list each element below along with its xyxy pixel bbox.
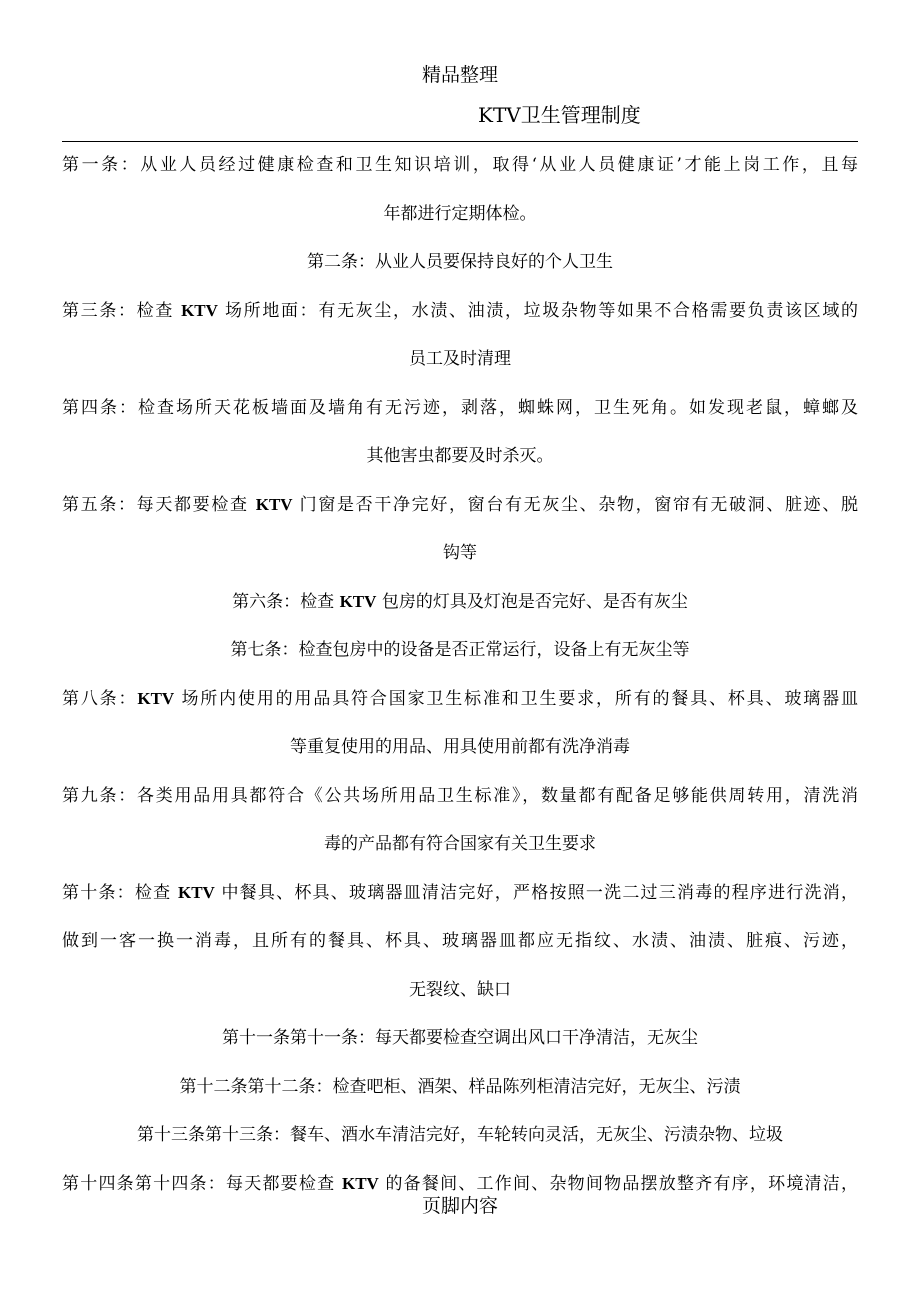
header-divider [62, 141, 858, 142]
line-text: 第三条：检查 [62, 300, 182, 321]
line-text: 第十四条第十四条：每天都要检查 [62, 1173, 342, 1194]
bold-term: KTV [177, 882, 215, 902]
header-label: 精品整理 [421, 64, 498, 86]
bold-term: KTV [255, 494, 293, 514]
line-text: 毒的产品都有符合国家有关卫生要求 [324, 834, 596, 854]
bold-term: KTV [137, 688, 175, 708]
line-text: 的备餐间、工作间、杂物间物品摆放整齐有序，环境清洁， [378, 1173, 858, 1194]
line-text: 第八条： [62, 688, 138, 709]
line-text: 第十二条第十二条：检查吧柜、酒架、样品陈列柜清洁完好，无灰尘、污渍 [179, 1076, 741, 1097]
article-line [62, 877, 858, 926]
article-line [62, 828, 858, 877]
article-line [62, 586, 858, 635]
article-line [62, 246, 858, 295]
document-body [62, 149, 858, 1216]
article-line [62, 683, 858, 732]
article-line [62, 634, 858, 683]
line-text: 等重复使用的用品、用具使用前都有洗净消毒 [290, 737, 630, 757]
article-line [62, 780, 858, 829]
document-title: KTV卫生管理制度 [478, 103, 641, 127]
line-text: 第十条：检查 [62, 882, 178, 903]
footer-text: 页脚内容 [421, 1195, 498, 1217]
line-text: 包房的灯具及灯泡是否完好、是否有灰尘 [376, 591, 688, 612]
line-text: 第一条：从业人员经过健康检查和卫生知识培训，取得‘从业人员健康证’才能上岗工作，且每 [62, 155, 858, 175]
line-text: 第四条：检查场所天花板墙面及墙角有无污迹，剥落，蜘蛛网，卫生死角。如发现老鼠，蟑螂及 [62, 397, 858, 418]
bold-term: KTV [339, 591, 377, 611]
line-text: 员工及时清理 [409, 349, 511, 369]
line-text: 第六条：检查 [232, 591, 340, 612]
article-line [62, 489, 858, 538]
line-text: 第九条：各类用品用具都符合《公共场所用品卫生标准》，数量都有配备足够能供周转用，清洗消 [62, 785, 858, 806]
bold-term: KTV [181, 300, 218, 320]
article-line [62, 925, 858, 974]
article-line [62, 1071, 858, 1120]
line-text: 做到一客一换一消毒，且所有的餐具、杯具、玻璃器皿都应无指纹、水渍、油渍、脏痕、污迹， [62, 931, 858, 951]
line-text: 其他害虫都要及时杀灭。 [366, 446, 554, 466]
line-text: 场所地面：有无灰尘，水渍、油渍，垃圾杂物等如果不合格需要负责该区域的 [217, 300, 858, 321]
article-line [62, 149, 858, 198]
article-line [62, 343, 858, 392]
bold-term: KTV [341, 1173, 379, 1193]
article-line [62, 440, 858, 489]
line-text: 场所内使用的用品具符合国家卫生标准和卫生要求，所有的餐具、杯具、玻璃器皿 [174, 688, 858, 709]
article-line [62, 974, 858, 1023]
line-text: 无裂纹、缺口 [409, 979, 511, 1000]
line-text: 第五条：每天都要检查 [62, 494, 256, 515]
article-line [62, 198, 858, 247]
article-line [62, 1022, 858, 1071]
line-text: 年都进行定期体检。 [383, 203, 537, 224]
article-line [62, 1119, 858, 1168]
line-text: 第十三条第十三条：餐车、酒水车清洁完好，车轮转向灵活，无灰尘、污渍杂物、垃圾 [137, 1125, 783, 1145]
line-text: 中餐具、杯具、玻璃器皿清洁完好，严格按照一洗二过三消毒的程序进行洗消， [214, 882, 858, 903]
line-text: 第十一条第十一条：每天都要检查空调出风口干净清洁，无灰尘 [222, 1028, 698, 1048]
article-line [62, 537, 858, 586]
line-text: 第七条：检查包房中的设备是否正常运行，设备上有无灰尘等 [230, 640, 690, 660]
article-line [62, 392, 858, 441]
line-text: 门窗是否干净完好，窗台有无灰尘、杂物，窗帘有无破洞、脏迹、脱 [292, 494, 858, 515]
article-line [62, 295, 858, 344]
article-line [62, 731, 858, 780]
line-text: 钩等 [443, 543, 477, 563]
line-text: 第二条：从业人员要保持良好的个人卫生 [307, 252, 613, 272]
